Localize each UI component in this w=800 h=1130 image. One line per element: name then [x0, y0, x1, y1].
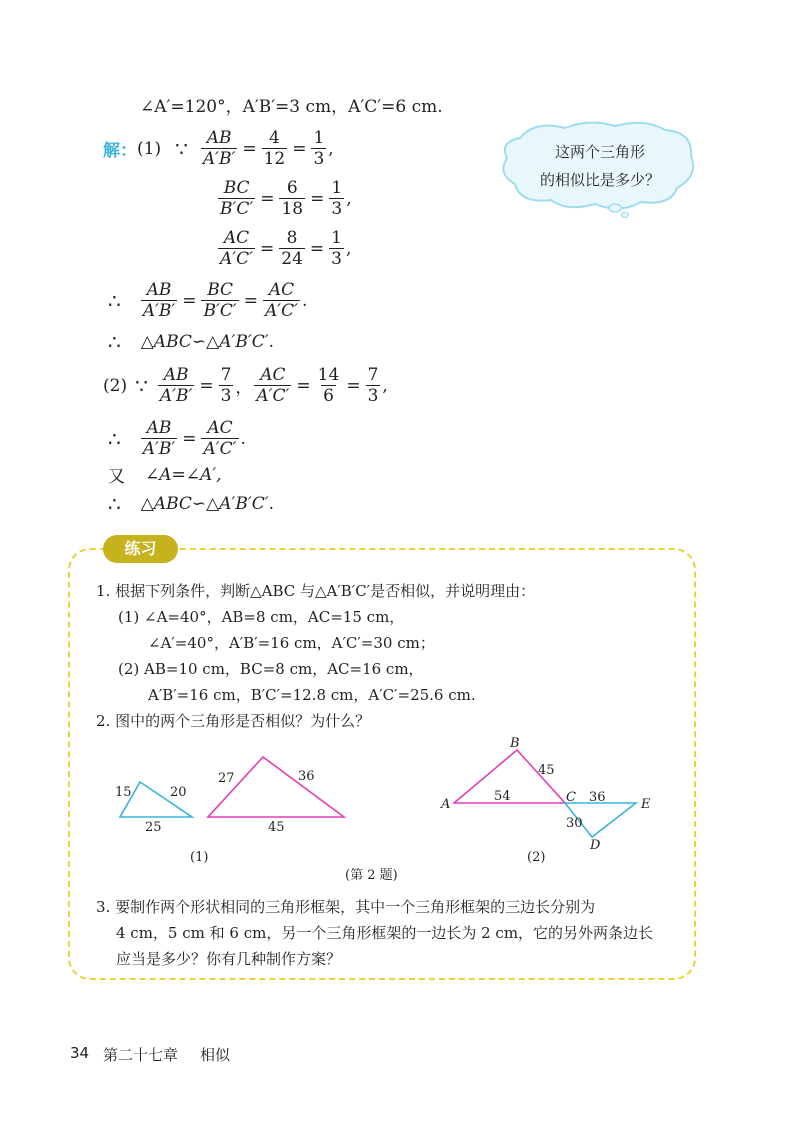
fig2-vertex-b: B	[510, 736, 520, 751]
question-3-line-2: 4 cm，5 cm 和 6 cm，另一个三角形框架的一边长为 2 cm，它的另外两条边长	[116, 924, 654, 942]
fig2-side-ac: 54	[494, 789, 511, 804]
part1-label: (1)	[137, 138, 162, 159]
fig1-large-right: 36	[298, 769, 315, 784]
fig2-side-cd: 30	[566, 816, 583, 831]
practice-tab: 练习	[103, 535, 178, 563]
therefore-symbol: ∴	[108, 288, 121, 313]
question-1-part-2b: A′B′=16 cm，B′C′=12.8 cm，A′C′=25.6 cm.	[148, 686, 476, 704]
similarity-statement: △ABC∽△A′B′C′.	[140, 332, 274, 352]
question-2: 2. 图中的两个三角形是否相似？为什么？	[96, 712, 371, 730]
given-conditions: ∠A′=120°，A′B′=3 cm，A′C′=6 cm.	[140, 97, 443, 117]
solution-line-7: ∴ $\frac{AB}{A'B'}$ = $\frac{AC}{A'C'}$ .	[108, 418, 246, 459]
part2-label: (2)	[103, 375, 128, 396]
question-3-line-3: 应当是多少？你有几种制作方案？	[116, 950, 342, 968]
fig2-vertex-d: D	[590, 838, 601, 853]
fig2-vertex-e: E	[641, 797, 651, 812]
fig1-small-left: 15	[115, 785, 132, 800]
large-triangle	[208, 757, 344, 817]
figure-caption: (第 2 题)	[345, 868, 398, 883]
fig2-caption: (2)	[527, 850, 546, 865]
question-2-figures	[80, 735, 680, 885]
fraction: $\frac{AB}{A'B'}$	[202, 128, 236, 169]
fig2-side-bc: 45	[538, 763, 555, 778]
fig1-small-bottom: 25	[145, 820, 162, 835]
solution-line-9: ∴ △ABC∽△A′B′C′.	[108, 492, 274, 516]
solution-line-5: ∴ △ABC∽△A′B′C′.	[108, 330, 274, 354]
chapter-title: 相似	[200, 1046, 231, 1064]
solution-line-3: $\frac{AC}{A'C'}$ = $\frac{8}{24}$ = $\frac{1}{3}$ ,	[220, 228, 352, 269]
question-1: 1. 根据下列条件，判断△ABC 与△A′B′C′是否相似，并说明理由：	[96, 582, 536, 600]
question-1-part-1a: (1) ∠A=40°，AB=8 cm，AC=15 cm，	[118, 608, 405, 626]
because-symbol: ∵	[175, 136, 188, 161]
fig2-vertex-c: C	[566, 790, 576, 805]
solution-line-4: ∴ $\frac{AB}{A'B'}$ = $\frac{BC}{B'C'}$ = $\frac{AC}{A'C'}$ .	[108, 280, 308, 321]
solution-line-8: 又 ∠A=∠A′,	[108, 462, 222, 487]
fig1-large-left: 27	[218, 771, 235, 786]
fig1-small-right: 20	[170, 785, 187, 800]
fig2-vertex-a: A	[441, 797, 451, 812]
cloud-text: 这两个三角形 的相似比是多少？	[539, 143, 660, 189]
page-number: 34	[70, 1044, 90, 1062]
fig2-side-ce: 36	[589, 790, 606, 805]
fig1-large-bottom: 45	[268, 820, 285, 835]
solution-label: 解：	[103, 141, 137, 161]
question-1-part-1b: ∠A′=40°，A′B′=16 cm，A′C′=30 cm；	[148, 634, 435, 652]
chapter-label: 第二十七章	[103, 1046, 179, 1064]
fig1-caption: (1)	[190, 850, 209, 865]
also-label: 又	[108, 467, 125, 487]
question-1-part-2a: (2) AB=10 cm，BC=8 cm，AC=16 cm，	[118, 660, 424, 678]
solution-line-6: (2) ∵ $\frac{AB}{A'B'}$ = $\frac{7}{3}$ ， $\frac{AC}{A'C'}$ = $\frac{14}{6}$ = $\frac{7}{3}$ ,	[103, 365, 388, 406]
solution-line-2: $\frac{BC}{B'C'}$ = $\frac{6}{18}$ = $\frac{1}{3}$ ,	[220, 178, 352, 219]
solution-line-1: 解： (1) ∵ $\frac{AB}{A'B'}$ = $\frac{4}{12}$ = $\frac{1}{3}$ ,	[103, 128, 334, 169]
question-3-line-1: 3. 要制作两个形状相同的三角形框架，其中一个三角形框架的三边长分别为	[96, 898, 596, 916]
